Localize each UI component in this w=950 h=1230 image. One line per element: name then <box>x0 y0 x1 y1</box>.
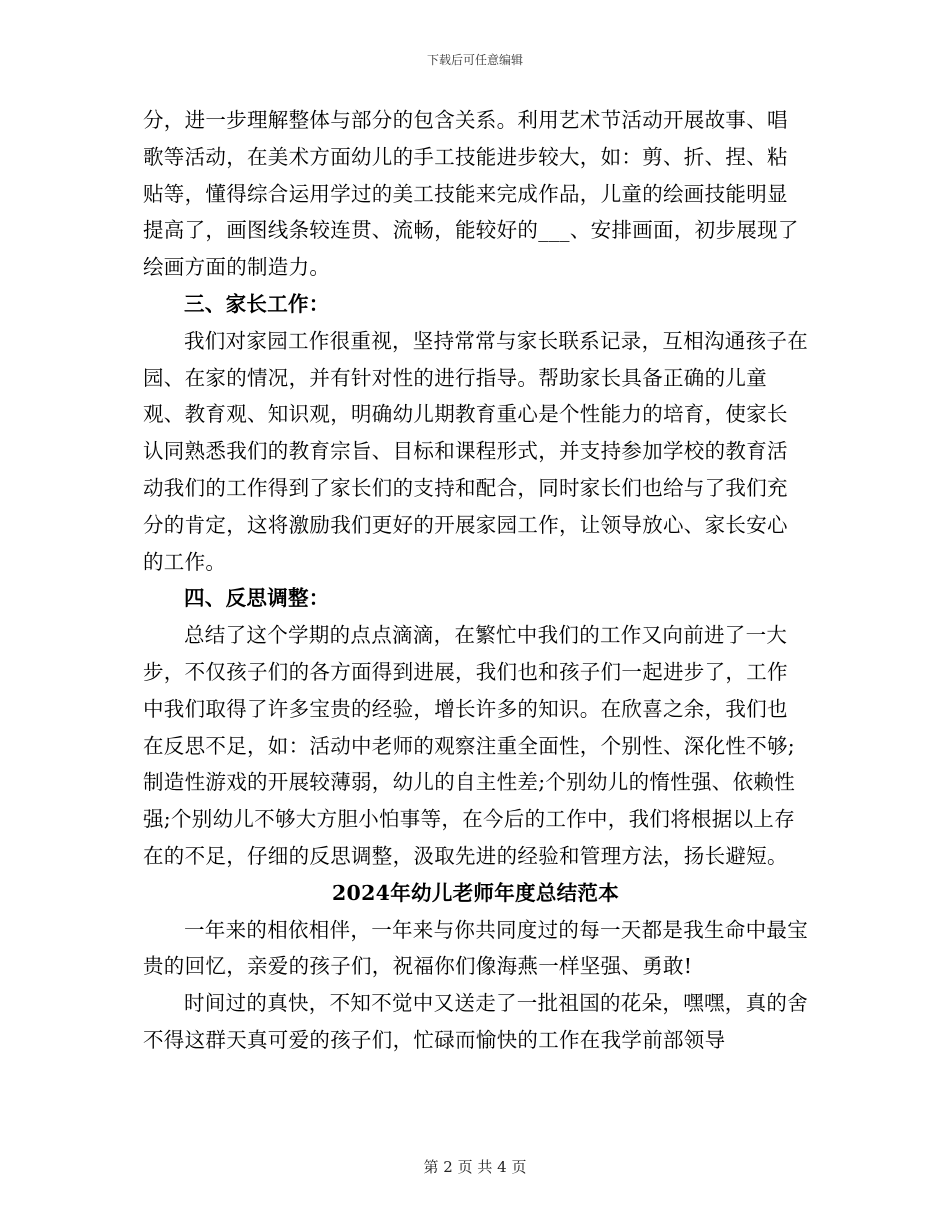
paragraph-parent-work: 我们对家园工作很重视，坚持常常与家长联系记录，互相沟通孩子在园、在家的情况，并有针对性的进行指导。帮助家长具备正确的儿童观、教育观、知识观，明确幼儿期教育重心是个性能力的培育，使家长认同熟悉我们的教育宗旨、目标和课程形式，并支持参加学校的教育活动我们的工作得到了家长们的支持和配合，同时家长们也给与了我们充分的肯定，这将激励我们更好的开展家园工作，让领导放心、家长安心的工作。 <box>143 328 808 574</box>
document-body <box>143 102 808 1059</box>
section-heading-reflection: 四、反思调整： <box>184 586 330 611</box>
page-number: 第 2 页 共 4 页 <box>423 1158 527 1176</box>
paragraph-opening: 一年来的相依相伴，一年来与你共同度过的每一天都是我生命中最宝贵的回忆，亲爱的孩子们，祝福你们像海燕一样坚强、勇敢! <box>143 917 808 979</box>
section-heading-parent-work: 三、家长工作： <box>184 291 330 316</box>
document-title: 2024年幼儿老师年度总结范本 <box>331 880 620 905</box>
paragraph-time-flies: 时间过的真快，不知不觉中又送走了一批祖国的花朵，嘿嘿，真的舍不得这群天真可爱的孩子们，忙碌而愉快的工作在我学前部领导 <box>143 991 808 1052</box>
paragraph-art-skills: 分，进一步理解整体与部分的包含关系。利用艺术节活动开展故事、唱歌等活动，在美术方面幼儿的手工技能进步较大，如：剪、折、捏、粘贴等，懂得综合运用学过的美工技能来完成作品，儿童的绘画技能明显提高了，画图线条较连贯、流畅，能较好的___、安排画面，初步展现了绘画方面的制造力。 <box>143 108 799 280</box>
paragraph-reflection: 总结了这个学期的点点滴滴，在繁忙中我们的工作又向前进了一大步，不仅孩子们的各方面得到进展，我们也和孩子们一起进步了，工作中我们取得了许多宝贵的经验，增长许多的知识。在欣喜之余，我们也在反思不足，如：活动中老师的观察注重全面性，个别性、深化性不够;制造性游戏的开展较薄弱，幼儿的自主性差;个别幼儿的惰性强、依赖性强;个别幼儿不够大方胆小怕事等，在今后的工作中，我们将根据以上存在的不足，仔细的反思调整，汲取先进的经验和管理方法，扬长避短。 <box>143 623 796 868</box>
page-header-note: 下载后可任意编辑 <box>426 53 523 67</box>
